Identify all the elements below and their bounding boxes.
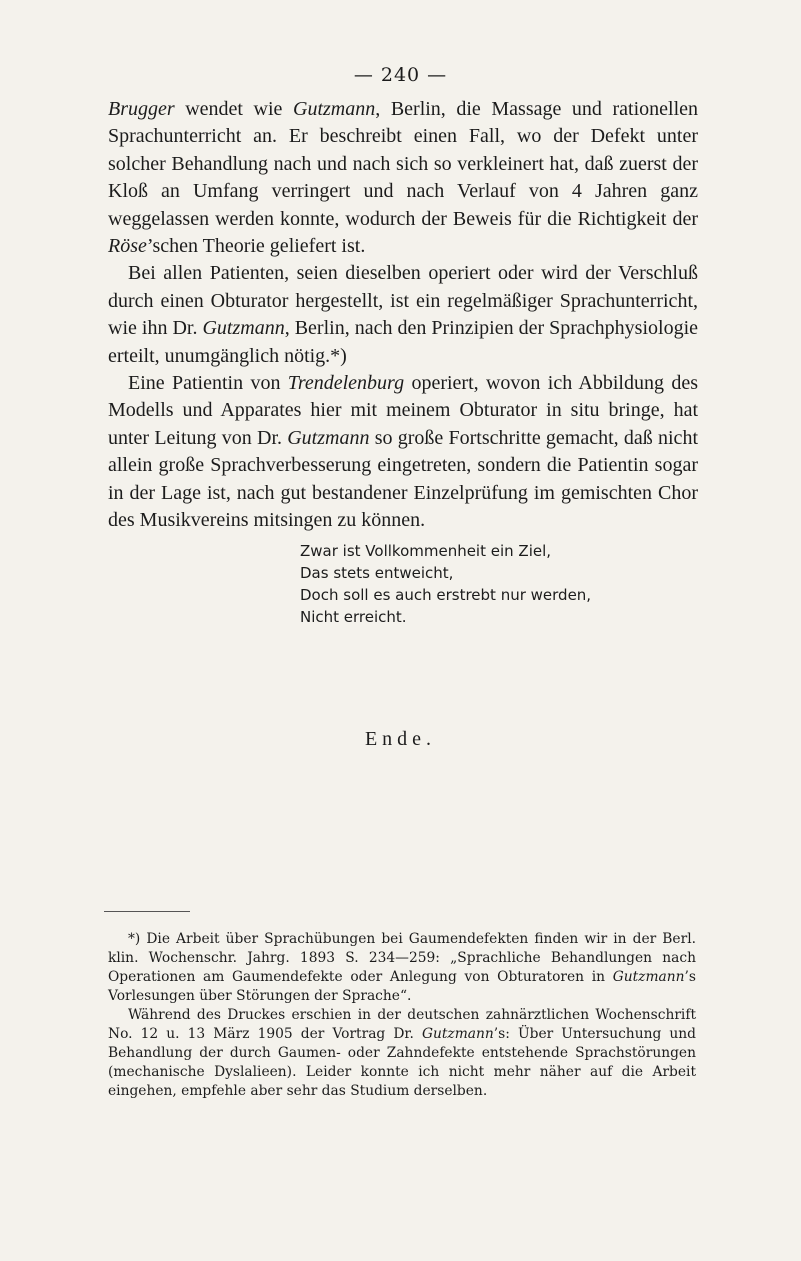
verse-line: Das stets entweicht,: [300, 564, 454, 582]
author-name: Röse: [108, 235, 147, 258]
text-run: *) Die Arbeit über Sprachübungen bei Gaumendefekten finden wir in der Berl. klin. Wochenschr. Jahrg. 1893 S. 234—259: „Sprachliche Behandlungen nach Operationen am Gaumendefekte oder Anlegung von Obturatoren in: [108, 931, 696, 985]
text-run: ’s: Über Untersuchung und Behandlung der durch Gaumen- oder Zahndefekte entstehende Sprachstörungen (mechanische Dyslalieen). Leider konnte ich nicht mehr näher auf die Arbeit eingehen, empfehle aber sehr das Studium derselben.: [108, 1026, 696, 1099]
verse-line: Nicht erreicht.: [300, 608, 407, 626]
text-run: ’schen Theorie geliefert ist.: [146, 235, 366, 258]
paragraph-1: [108, 96, 698, 260]
text-run: Während des Druckes erschien in der deutschen zahnärztlichen Wochenschrift No. 12 u. 13 März 1905 der Vortrag Dr.: [108, 1007, 696, 1042]
footnotes: [108, 930, 696, 1101]
author-name: Gutzmann: [421, 1026, 494, 1042]
end-marker: Ende.: [364, 728, 437, 750]
text-run: ’s Vorlesungen über Störungen der Sprache“.: [108, 969, 696, 1004]
paragraph-3: [108, 370, 698, 534]
verse-quote: [300, 540, 720, 628]
footnote-1: [108, 930, 696, 1006]
text-run: wendet wie: [174, 98, 294, 120]
text-run: , Berlin, nach den Prinzipien der Sprachphysiologie erteilt, unumgänglich nötig.*): [108, 317, 698, 367]
paragraph-2: [108, 260, 698, 370]
text-run: Eine Patientin von: [128, 372, 288, 395]
author-name: Gutzmann: [202, 317, 285, 340]
page-number: — 240 —: [353, 64, 448, 86]
verse-line: Zwar ist Vollkommenheit ein Ziel,: [300, 542, 552, 560]
author-name: Gutzmann: [287, 426, 370, 449]
body-text: [108, 96, 698, 535]
text-run: Bei allen Patienten, seien dieselben operiert oder wird der Verschluß durch einen Obturator hergestellt, ist ein regelmäßiger Sprachunterricht, wie ihn Dr.: [108, 262, 698, 340]
footnote-2: [108, 1006, 696, 1101]
text-run: so große Fortschritte gemacht, daß nicht allein große Sprachverbesserung eingetreten, sondern die Patientin sogar in der Lage ist, nach gut bestandener Einzelprüfung im gemischten Chor des Musikvereins mitsingen zu können.: [108, 426, 698, 532]
author-name: Brugger: [108, 98, 175, 120]
footnote-divider: [104, 911, 190, 912]
verse-line: Doch soll es auch erstrebt nur werden,: [300, 586, 592, 604]
text-run: , Berlin, die Massage und rationellen Sprachunterricht an. Er beschreibt einen Fall, wo der Defekt unter solcher Behandlung nach und nach sich so verkleinert hat, daß zuerst der Kloß an Umfang verringert und nach Verlauf von 4 Jahren ganz weggelassen werden konnte, wodurch der Beweis für die Richtigkeit der: [108, 98, 699, 230]
author-name: Gutzmann: [293, 98, 376, 120]
author-name: Trendelenburg: [287, 372, 405, 395]
author-name: Gutzmann: [612, 969, 685, 985]
text-run: operiert, wovon ich Abbildung des Modells und Apparates hier mit meinem Obturator in situ bringe, hat unter Leitung von Dr.: [108, 372, 698, 449]
